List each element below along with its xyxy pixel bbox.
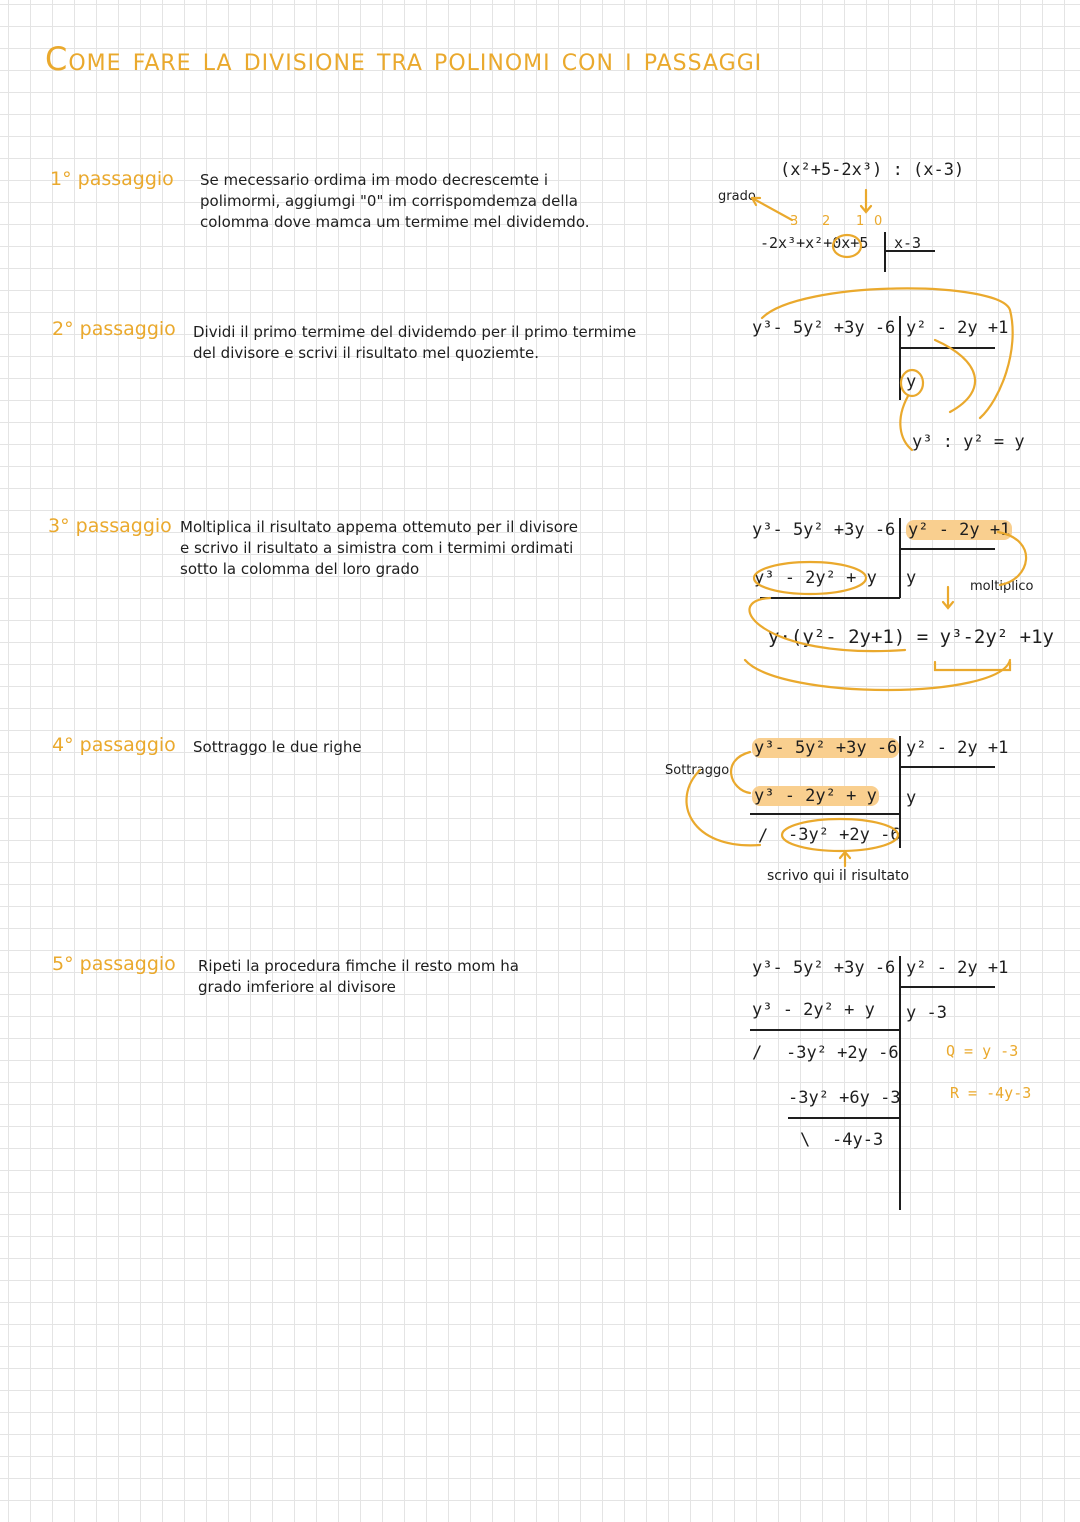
step-2-text: Dividi il primo termime del dividemdo per il primo termime del divisore e scrivi il risultato mel quoziemte. <box>193 323 637 362</box>
ex5-r-label: R = -4y-3 <box>950 1084 1032 1102</box>
ex5-result-sign: / <box>752 1043 763 1063</box>
ex5-product: y³ - 2y² + y <box>752 1000 875 1020</box>
step-3-text: Moltiplica il risultato appema ottemuto per il divisore e scrivo il risultato a simistra com i termimi ordimati sotto la colomma del loro grado <box>180 518 578 578</box>
ex4-product: y³ - 2y² + y <box>754 786 877 806</box>
step-4-text: Sottraggo le due righe <box>193 738 362 756</box>
ex2-quotient-arrow <box>900 396 912 450</box>
ex3-dividend: y³- 5y² +3y -6 <box>752 520 896 540</box>
page-title: Come fare la divisione tra polinomi con i passaggi <box>45 40 763 78</box>
ex5-product2: -3y² +6y -3 <box>788 1088 901 1108</box>
ex4-write-label: scrivo qui il risultato <box>767 868 910 884</box>
ex1-degree-0: 0 <box>874 214 883 229</box>
step-2-label: 2° passaggio <box>52 318 176 340</box>
ex3-formula: y·(y²- 2y+1) = y³-2y² +1y <box>768 626 1054 648</box>
ex2-big-arrow <box>762 288 1013 418</box>
step-1-text: Se mecessario ordima im modo decrescemte i polimormi, aggiumgi "0" im corrispomdemza della colomma dove mamca um termime mel dividemdo. <box>200 171 590 231</box>
ex1-down-arrow <box>861 190 871 212</box>
ex3-bracket <box>935 662 1010 670</box>
ex3-quotient: y <box>906 568 917 588</box>
ex5-q-label: Q = y -3 <box>946 1042 1019 1060</box>
ex5-dividend: y³- 5y² +3y -6 <box>752 958 896 978</box>
ex1-degree-1: 1 <box>856 214 865 229</box>
ex1-dividend: -2x³+x²+0x+5 <box>760 234 869 252</box>
step-3-label: 3° passaggio <box>48 515 172 537</box>
ex2-quotient: y <box>906 372 917 392</box>
ex4-result-sign: / <box>758 826 769 846</box>
ex4-divisor: y² - 2y +1 <box>906 738 1009 758</box>
ex1-divisor: x-3 <box>894 234 922 252</box>
ex4-result-arrow <box>687 770 761 845</box>
ex4-result: -3y² +2y -6 <box>788 825 901 845</box>
step-5-text: Ripeti la procedura fimche il resto mom ha grado imferiore al divisore <box>198 957 519 996</box>
step-5-label: 5° passaggio <box>52 953 176 975</box>
ex5-remainder-sign: \ <box>800 1130 811 1150</box>
ex1-grado-arrow <box>752 198 792 220</box>
ex2-arrow-right <box>935 340 975 412</box>
ex5-result: -3y² +2y -6 <box>786 1043 899 1063</box>
ex2-dividend: y³- 5y² +3y -6 <box>752 318 896 338</box>
ex4-subtract-arrow <box>731 752 750 793</box>
ex1-grado-label: grado <box>718 189 756 204</box>
ex4-subtract-label: Sottraggo <box>665 763 730 778</box>
ex1-degree-2: 2 <box>822 214 831 229</box>
ex3-multiply-label: moltiplico <box>970 579 1034 594</box>
ex4-up-arrow <box>840 852 850 866</box>
step-1-label: 1° passaggio <box>50 168 174 190</box>
ex5-quotient: y -3 <box>906 1003 947 1023</box>
ex5-remainder: -4y-3 <box>832 1130 884 1150</box>
step-4-label: 4° passaggio <box>52 734 176 756</box>
ex1-expression: (x²+5-2x³) : (x-3) <box>780 160 965 180</box>
ex4-quotient: y <box>906 788 917 808</box>
ex3-product: y³ - 2y² + y <box>754 568 877 588</box>
ex1-degree-3: 3 <box>790 214 799 229</box>
ex3-divisor: y² - 2y +1 <box>908 520 1011 540</box>
ex2-divisor: y² - 2y +1 <box>906 318 1009 338</box>
ex4-dividend: y³- 5y² +3y -6 <box>754 738 898 758</box>
ex2-note: y³ : y² = y <box>912 432 1025 452</box>
ex5-divisor: y² - 2y +1 <box>906 958 1009 978</box>
ex3-down-arrow <box>943 587 953 608</box>
